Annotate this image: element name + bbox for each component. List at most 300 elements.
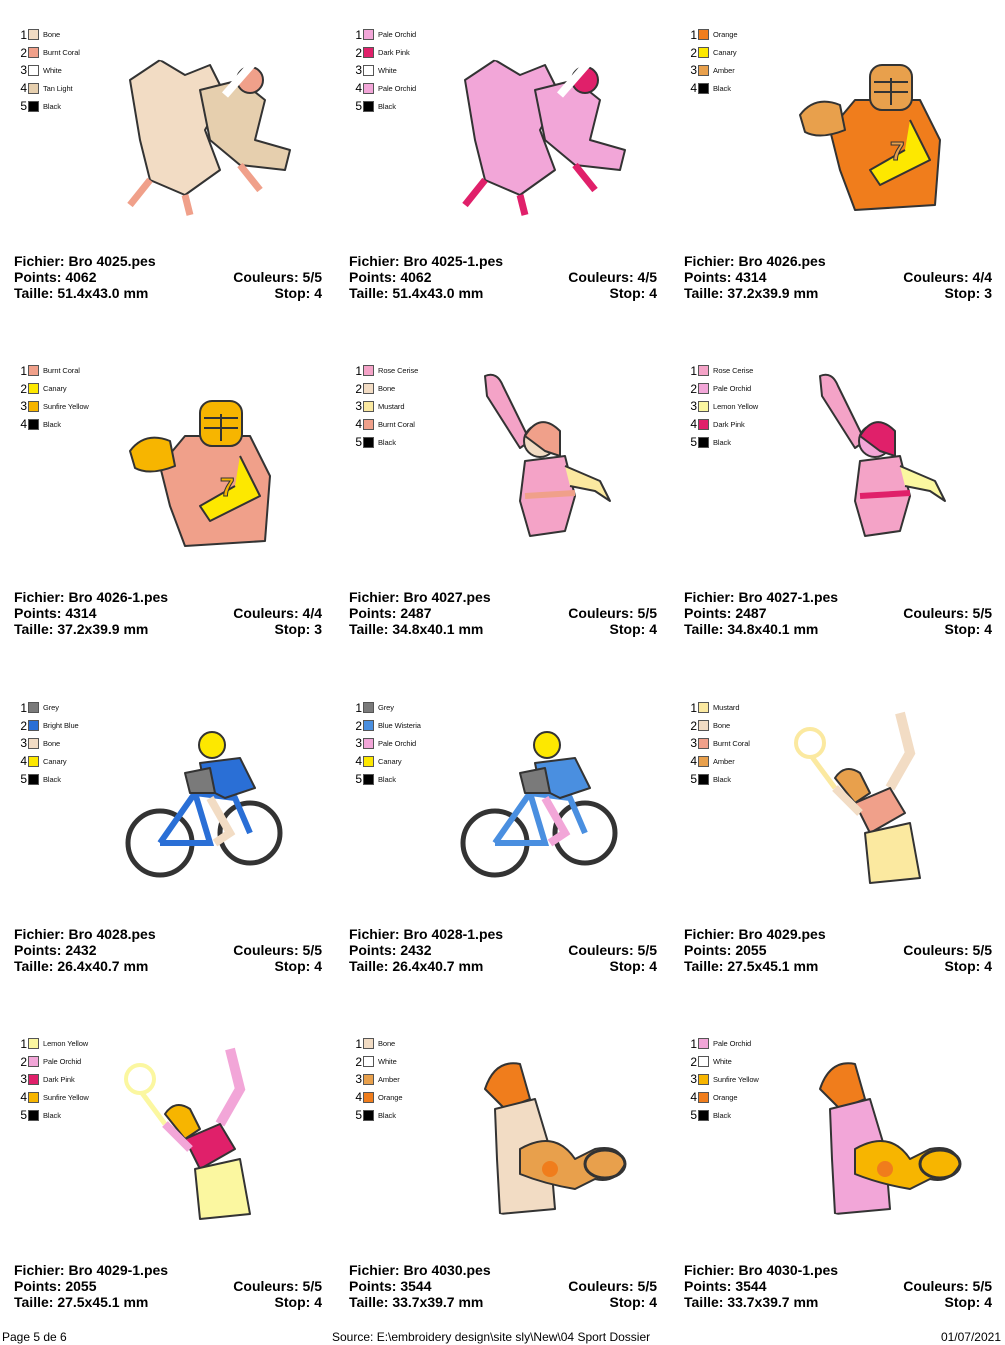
thread-swatch bbox=[363, 383, 374, 394]
thread-color-name: Grey bbox=[43, 703, 59, 713]
points-label: Points: bbox=[684, 942, 732, 958]
points-value: 2055 bbox=[735, 942, 767, 958]
size-label: Taille: bbox=[349, 285, 389, 301]
thread-swatch bbox=[363, 702, 374, 713]
design-card bbox=[335, 336, 670, 672]
thread-color-row bbox=[18, 44, 80, 62]
thread-swatch bbox=[28, 419, 39, 430]
stop-value: 4 bbox=[984, 621, 992, 637]
thread-index: 3 bbox=[355, 736, 362, 751]
file-line bbox=[14, 926, 322, 942]
thread-color-row bbox=[353, 44, 416, 62]
thread-color-name: Pale Orchid bbox=[378, 83, 417, 93]
stop-label: Stop: bbox=[609, 621, 646, 637]
thread-color-name: Sunfire Yellow bbox=[43, 1092, 89, 1102]
thread-swatch bbox=[698, 1038, 709, 1049]
thread-index: 3 bbox=[355, 399, 362, 414]
thread-color-name: Black bbox=[378, 1110, 396, 1120]
stop-value: 4 bbox=[314, 285, 322, 301]
thread-color-row bbox=[353, 752, 421, 770]
thread-color-row bbox=[353, 433, 418, 451]
size-line bbox=[349, 285, 657, 301]
size-line bbox=[349, 1294, 657, 1310]
file-label: Fichier: bbox=[684, 589, 735, 605]
points-label: Points: bbox=[14, 269, 62, 285]
thread-color-row bbox=[18, 770, 79, 788]
thread-color-row bbox=[688, 735, 750, 753]
thread-index: 4 bbox=[355, 1090, 362, 1105]
size-label: Taille: bbox=[14, 621, 54, 637]
size-value: 34.8x40.1 mm bbox=[727, 621, 819, 637]
thread-swatch bbox=[28, 365, 39, 376]
thread-swatch bbox=[28, 1056, 39, 1067]
thread-color-row bbox=[353, 1053, 402, 1071]
colors-value: 5/5 bbox=[637, 605, 657, 621]
thread-color-name: Bright Blue bbox=[43, 721, 79, 731]
thread-swatch bbox=[698, 756, 709, 767]
points-line bbox=[349, 605, 657, 621]
size-value: 33.7x39.7 mm bbox=[727, 1294, 819, 1310]
file-name: Bro 4025.pes bbox=[68, 253, 156, 269]
embroidery-design-preview bbox=[90, 1029, 310, 1239]
thread-index: 3 bbox=[690, 1072, 697, 1087]
thread-index: 2 bbox=[20, 45, 27, 60]
thread-color-name: Dark Pink bbox=[378, 48, 410, 58]
design-info bbox=[349, 253, 657, 301]
thread-color-name: Rose Cerise bbox=[378, 366, 419, 376]
thread-swatch bbox=[363, 365, 374, 376]
thread-color-name: Pale Orchid bbox=[713, 1039, 752, 1049]
thread-palette bbox=[353, 362, 418, 451]
size-label: Taille: bbox=[684, 621, 724, 637]
thread-color-name: White bbox=[378, 1057, 397, 1067]
points-value: 2432 bbox=[400, 942, 432, 958]
thread-swatch bbox=[363, 1110, 374, 1121]
size-label: Taille: bbox=[349, 1294, 389, 1310]
file-label: Fichier: bbox=[684, 253, 735, 269]
thread-color-row bbox=[688, 752, 750, 770]
stop-value: 3 bbox=[314, 621, 322, 637]
thread-swatch bbox=[363, 101, 374, 112]
thread-color-row bbox=[18, 362, 89, 380]
thread-index: 5 bbox=[355, 772, 362, 787]
size-line bbox=[684, 621, 992, 637]
embroidery-design-preview bbox=[760, 693, 980, 903]
stop-label: Stop: bbox=[609, 285, 646, 301]
size-label: Taille: bbox=[684, 1294, 724, 1310]
thread-color-row bbox=[18, 699, 79, 717]
file-line bbox=[14, 253, 322, 269]
colors-label: Couleurs: bbox=[903, 605, 969, 621]
colors-label: Couleurs: bbox=[233, 942, 299, 958]
thread-index: 4 bbox=[20, 417, 27, 432]
thread-color-name: Pale Orchid bbox=[43, 1057, 82, 1067]
points-label: Points: bbox=[349, 942, 397, 958]
file-line bbox=[349, 589, 657, 605]
file-line bbox=[684, 926, 992, 942]
thread-color-row bbox=[688, 398, 758, 416]
thread-swatch bbox=[28, 101, 39, 112]
thread-index: 4 bbox=[355, 417, 362, 432]
thread-color-row bbox=[688, 415, 758, 433]
thread-palette bbox=[688, 699, 750, 788]
thread-color-row bbox=[353, 1106, 402, 1124]
thread-color-row bbox=[688, 380, 758, 398]
thread-swatch bbox=[28, 756, 39, 767]
points-label: Points: bbox=[684, 605, 732, 621]
design-info bbox=[349, 1262, 657, 1310]
thread-color-row bbox=[18, 1106, 89, 1124]
embroidery-design-preview bbox=[425, 693, 645, 903]
thread-color-name: Sunfire Yellow bbox=[43, 401, 89, 411]
points-label: Points: bbox=[14, 605, 62, 621]
thread-swatch bbox=[363, 437, 374, 448]
thread-index: 1 bbox=[355, 363, 362, 378]
thread-color-row bbox=[18, 1088, 89, 1106]
thread-index: 5 bbox=[20, 772, 27, 787]
file-name: Bro 4027-1.pes bbox=[738, 589, 839, 605]
thread-swatch bbox=[363, 29, 374, 40]
thread-color-name: Pale Orchid bbox=[713, 384, 752, 394]
colors-value: 4/4 bbox=[972, 269, 992, 285]
thread-index: 1 bbox=[690, 700, 697, 715]
colors-label: Couleurs: bbox=[568, 605, 634, 621]
thread-index: 5 bbox=[20, 1108, 27, 1123]
design-info bbox=[14, 589, 322, 637]
thread-swatch bbox=[363, 720, 374, 731]
size-value: 37.2x39.9 mm bbox=[727, 285, 819, 301]
stop-label: Stop: bbox=[609, 1294, 646, 1310]
thread-swatch bbox=[28, 774, 39, 785]
thread-color-row bbox=[353, 398, 418, 416]
thread-swatch bbox=[698, 47, 709, 58]
points-line bbox=[349, 269, 657, 285]
file-line bbox=[684, 253, 992, 269]
points-line bbox=[684, 1278, 992, 1294]
stop-label: Stop: bbox=[944, 621, 981, 637]
stop-label: Stop: bbox=[274, 1294, 311, 1310]
stop-value: 4 bbox=[649, 958, 657, 974]
size-value: 26.4x40.7 mm bbox=[57, 958, 149, 974]
thread-color-row bbox=[353, 1088, 402, 1106]
thread-swatch bbox=[28, 1038, 39, 1049]
thread-index: 2 bbox=[690, 1054, 697, 1069]
thread-swatch bbox=[363, 83, 374, 94]
points-line bbox=[14, 942, 322, 958]
thread-swatch bbox=[28, 702, 39, 713]
thread-color-row bbox=[353, 699, 421, 717]
thread-color-row bbox=[18, 97, 80, 115]
colors-value: 5/5 bbox=[302, 269, 322, 285]
embroidery-design-preview bbox=[90, 356, 310, 566]
thread-color-name: Black bbox=[713, 1110, 731, 1120]
thread-index: 3 bbox=[20, 63, 27, 78]
file-name: Bro 4030.pes bbox=[403, 1262, 491, 1278]
design-card bbox=[670, 1009, 1005, 1345]
thread-index: 1 bbox=[690, 27, 697, 42]
thread-color-name: Black bbox=[713, 437, 731, 447]
thread-index: 1 bbox=[20, 363, 27, 378]
thread-color-name: Orange bbox=[713, 30, 738, 40]
thread-index: 2 bbox=[355, 381, 362, 396]
thread-index: 3 bbox=[20, 1072, 27, 1087]
thread-index: 3 bbox=[355, 63, 362, 78]
design-info bbox=[684, 926, 992, 974]
colors-label: Couleurs: bbox=[903, 269, 969, 285]
embroidery-design-preview bbox=[425, 20, 645, 230]
points-value: 4314 bbox=[65, 605, 97, 621]
thread-swatch bbox=[698, 83, 709, 94]
thread-index: 2 bbox=[20, 1054, 27, 1069]
size-line bbox=[684, 285, 992, 301]
design-info bbox=[684, 589, 992, 637]
thread-swatch bbox=[363, 1074, 374, 1085]
file-label: Fichier: bbox=[14, 589, 65, 605]
thread-color-name: Burnt Coral bbox=[378, 419, 415, 429]
points-value: 4062 bbox=[400, 269, 432, 285]
file-label: Fichier: bbox=[684, 1262, 735, 1278]
thread-index: 1 bbox=[690, 363, 697, 378]
thread-swatch bbox=[363, 756, 374, 767]
thread-color-name: Burnt Coral bbox=[713, 738, 750, 748]
thread-color-row bbox=[688, 699, 750, 717]
thread-swatch bbox=[28, 1074, 39, 1085]
thread-color-row bbox=[353, 79, 416, 97]
thread-color-name: Orange bbox=[378, 1092, 403, 1102]
size-label: Taille: bbox=[14, 1294, 54, 1310]
thread-swatch bbox=[698, 702, 709, 713]
thread-color-row bbox=[18, 752, 79, 770]
file-label: Fichier: bbox=[349, 589, 400, 605]
colors-value: 5/5 bbox=[637, 1278, 657, 1294]
thread-color-row bbox=[353, 415, 418, 433]
thread-color-name: Black bbox=[43, 101, 61, 111]
points-value: 3544 bbox=[400, 1278, 432, 1294]
colors-value: 5/5 bbox=[972, 605, 992, 621]
thread-color-row bbox=[688, 362, 758, 380]
size-label: Taille: bbox=[14, 285, 54, 301]
colors-label: Couleurs: bbox=[903, 1278, 969, 1294]
colors-label: Couleurs: bbox=[568, 942, 634, 958]
embroidery-design-preview bbox=[760, 356, 980, 566]
thread-swatch bbox=[698, 1092, 709, 1103]
thread-color-name: Amber bbox=[713, 65, 735, 75]
thread-color-row bbox=[688, 1106, 759, 1124]
thread-index: 5 bbox=[690, 772, 697, 787]
thread-color-name: Black bbox=[43, 419, 61, 429]
thread-palette bbox=[688, 362, 758, 451]
thread-index: 5 bbox=[690, 1108, 697, 1123]
size-label: Taille: bbox=[349, 958, 389, 974]
embroidery-design-preview bbox=[90, 693, 310, 903]
thread-color-name: Bone bbox=[43, 738, 61, 748]
thread-color-name: Mustard bbox=[713, 703, 740, 713]
stop-value: 4 bbox=[314, 958, 322, 974]
size-label: Taille: bbox=[14, 958, 54, 974]
file-line bbox=[684, 1262, 992, 1278]
thread-swatch bbox=[363, 47, 374, 58]
file-line bbox=[14, 1262, 322, 1278]
thread-swatch bbox=[363, 1056, 374, 1067]
thread-color-name: Black bbox=[43, 1110, 61, 1120]
points-line bbox=[684, 605, 992, 621]
thread-index: 4 bbox=[355, 81, 362, 96]
thread-color-row bbox=[18, 380, 89, 398]
thread-palette bbox=[353, 1035, 402, 1124]
thread-color-row bbox=[18, 415, 89, 433]
thread-color-name: Orange bbox=[713, 1092, 738, 1102]
thread-index: 4 bbox=[690, 417, 697, 432]
file-line bbox=[349, 1262, 657, 1278]
file-label: Fichier: bbox=[684, 926, 735, 942]
design-card bbox=[335, 1009, 670, 1345]
thread-color-name: Bone bbox=[378, 1039, 396, 1049]
thread-index: 2 bbox=[355, 1054, 362, 1069]
design-info bbox=[14, 1262, 322, 1310]
thread-swatch bbox=[698, 419, 709, 430]
embroidery-design-preview bbox=[90, 20, 310, 230]
design-card bbox=[0, 673, 335, 1009]
design-info bbox=[684, 253, 992, 301]
stop-value: 4 bbox=[649, 1294, 657, 1310]
thread-color-name: Sunfire Yellow bbox=[713, 1074, 759, 1084]
points-line bbox=[684, 942, 992, 958]
colors-label: Couleurs: bbox=[903, 942, 969, 958]
thread-swatch bbox=[363, 419, 374, 430]
stop-value: 4 bbox=[649, 621, 657, 637]
thread-palette bbox=[353, 26, 416, 115]
thread-color-row bbox=[688, 717, 750, 735]
file-line bbox=[349, 253, 657, 269]
file-line bbox=[14, 589, 322, 605]
thread-swatch bbox=[28, 720, 39, 731]
thread-color-row bbox=[688, 26, 737, 44]
size-line bbox=[684, 958, 992, 974]
points-line bbox=[14, 1278, 322, 1294]
size-line bbox=[14, 1294, 322, 1310]
design-info bbox=[349, 926, 657, 974]
thread-swatch bbox=[28, 29, 39, 40]
design-card bbox=[670, 0, 1005, 336]
file-label: Fichier: bbox=[14, 926, 65, 942]
size-value: 33.7x39.7 mm bbox=[392, 1294, 484, 1310]
thread-swatch bbox=[28, 47, 39, 58]
colors-value: 5/5 bbox=[637, 942, 657, 958]
thread-index: 5 bbox=[20, 99, 27, 114]
design-card bbox=[0, 1009, 335, 1345]
design-info bbox=[14, 253, 322, 301]
points-value: 2487 bbox=[400, 605, 432, 621]
thread-color-name: White bbox=[378, 65, 397, 75]
thread-swatch bbox=[698, 1074, 709, 1085]
thread-color-row bbox=[353, 62, 416, 80]
thread-index: 3 bbox=[690, 63, 697, 78]
thread-palette bbox=[18, 26, 80, 115]
thread-color-name: Dark Pink bbox=[713, 419, 745, 429]
thread-index: 3 bbox=[690, 736, 697, 751]
stop-label: Stop: bbox=[944, 285, 981, 301]
thread-color-row bbox=[688, 1088, 759, 1106]
file-name: Bro 4028-1.pes bbox=[403, 926, 504, 942]
thread-color-row bbox=[18, 1053, 89, 1071]
thread-color-name: Burnt Coral bbox=[43, 48, 80, 58]
thread-color-row bbox=[353, 1035, 402, 1053]
thread-color-name: Pale Orchid bbox=[378, 738, 417, 748]
thread-index: 1 bbox=[20, 27, 27, 42]
thread-index: 2 bbox=[690, 381, 697, 396]
thread-color-row bbox=[688, 433, 758, 451]
thread-color-name: Amber bbox=[378, 1074, 400, 1084]
file-name: Bro 4030-1.pes bbox=[738, 1262, 839, 1278]
thread-color-name: Black bbox=[378, 101, 396, 111]
file-line bbox=[349, 926, 657, 942]
colors-label: Couleurs: bbox=[233, 605, 299, 621]
thread-index: 4 bbox=[20, 1090, 27, 1105]
thread-color-name: Canary bbox=[43, 384, 67, 394]
thread-swatch bbox=[28, 401, 39, 412]
colors-label: Couleurs: bbox=[233, 269, 299, 285]
thread-color-row bbox=[18, 79, 80, 97]
colors-label: Couleurs: bbox=[568, 1278, 634, 1294]
colors-label: Couleurs: bbox=[568, 269, 634, 285]
thread-palette bbox=[688, 26, 737, 97]
thread-palette bbox=[688, 1035, 759, 1124]
thread-index: 3 bbox=[355, 1072, 362, 1087]
thread-swatch bbox=[363, 65, 374, 76]
colors-value: 4/5 bbox=[637, 269, 657, 285]
page-number: Page 5 de 6 bbox=[2, 1330, 67, 1344]
thread-swatch bbox=[28, 83, 39, 94]
thread-color-name: Lemon Yellow bbox=[43, 1039, 89, 1049]
thread-index: 4 bbox=[690, 754, 697, 769]
thread-index: 4 bbox=[690, 1090, 697, 1105]
thread-index: 2 bbox=[690, 718, 697, 733]
points-line bbox=[14, 605, 322, 621]
file-line bbox=[684, 589, 992, 605]
thread-color-row bbox=[688, 1053, 759, 1071]
thread-color-name: Bone bbox=[43, 30, 61, 40]
embroidery-design-preview bbox=[425, 356, 645, 566]
colors-label: Couleurs: bbox=[233, 1278, 299, 1294]
stop-value: 4 bbox=[984, 958, 992, 974]
stop-label: Stop: bbox=[609, 958, 646, 974]
size-label: Taille: bbox=[349, 621, 389, 637]
thread-color-name: Canary bbox=[378, 756, 402, 766]
thread-swatch bbox=[363, 1038, 374, 1049]
size-label: Taille: bbox=[684, 285, 724, 301]
thread-swatch bbox=[698, 720, 709, 731]
thread-palette bbox=[18, 362, 89, 433]
points-line bbox=[684, 269, 992, 285]
points-label: Points: bbox=[684, 1278, 732, 1294]
page-footer bbox=[0, 1330, 1005, 1345]
thread-color-name: Canary bbox=[713, 48, 737, 58]
stop-value: 4 bbox=[649, 285, 657, 301]
thread-index: 3 bbox=[20, 399, 27, 414]
design-info bbox=[14, 926, 322, 974]
print-date: 01/07/2021 bbox=[940, 1330, 1001, 1344]
thread-color-name: Burnt Coral bbox=[43, 366, 80, 376]
thread-color-row bbox=[353, 97, 416, 115]
thread-swatch bbox=[28, 738, 39, 749]
design-card bbox=[0, 0, 335, 336]
size-value: 27.5x45.1 mm bbox=[727, 958, 819, 974]
points-value: 3544 bbox=[735, 1278, 767, 1294]
thread-color-name: Lemon Yellow bbox=[713, 401, 759, 411]
thread-color-name: Black bbox=[43, 774, 61, 784]
file-name: Bro 4029-1.pes bbox=[68, 1262, 169, 1278]
design-card bbox=[335, 673, 670, 1009]
